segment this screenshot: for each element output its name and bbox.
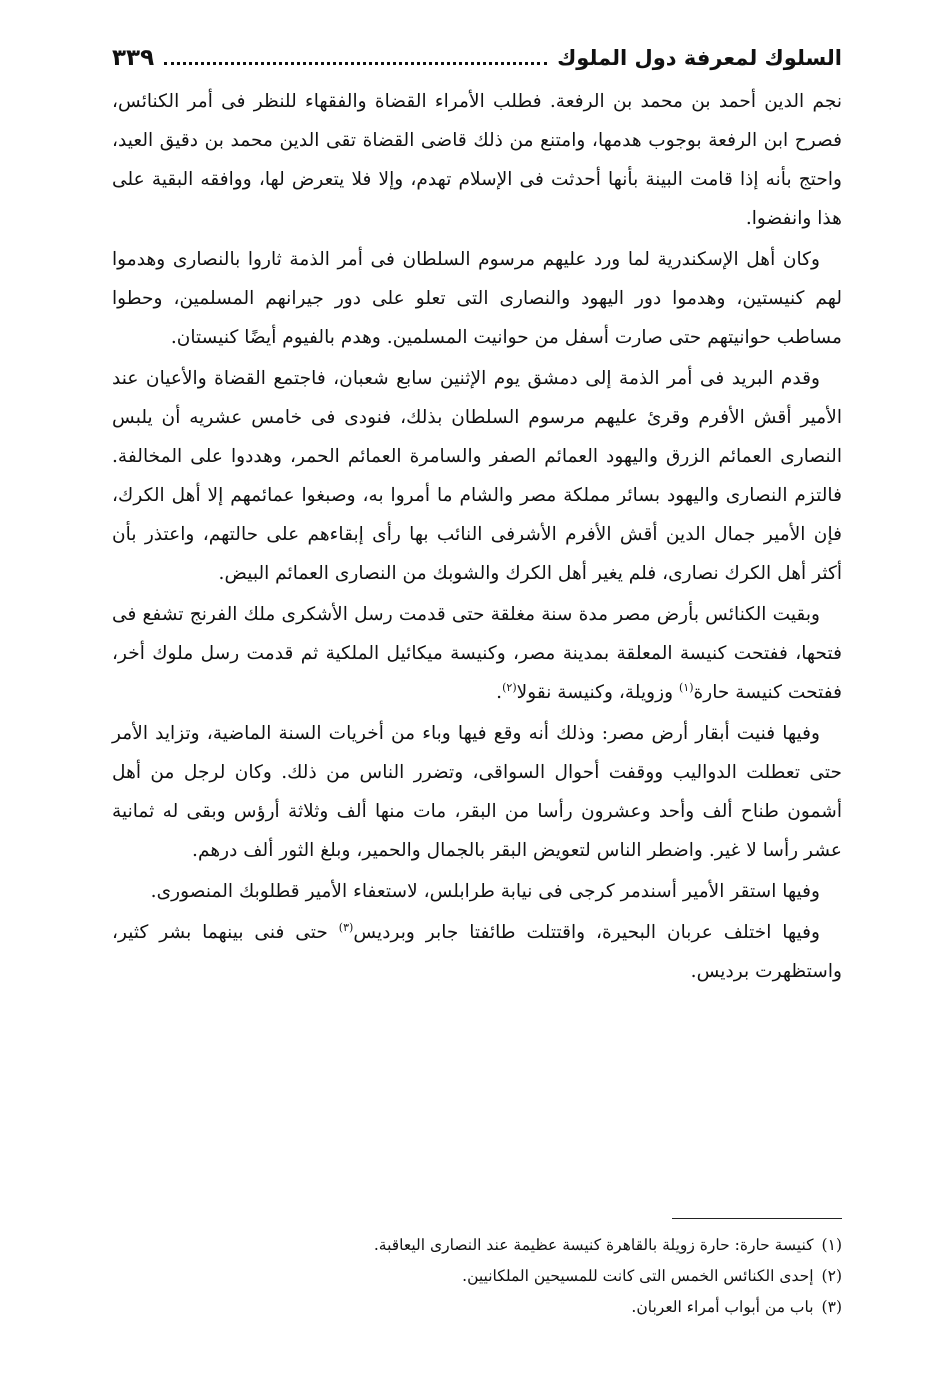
footnote-ref-2: (٢) [502, 680, 517, 694]
footnote-1 [250, 1230, 842, 1261]
footnote-3 [250, 1292, 842, 1323]
paragraph-7-end: حتى فنى بينهما بشر كثير، واستظهرت برديس. [112, 922, 842, 982]
paragraph-4 [112, 595, 842, 712]
footnote-2 [250, 1261, 842, 1292]
footnote-text: كنيسة حارة: حارة زويلة بالقاهرة كنيسة عظيمة عند النصارى اليعاقبة. [373, 1236, 814, 1254]
paragraph-1: نجم الدين أحمد بن محمد بن الرفعة. فطلب الأمراء القضاة والفقهاء للنظر فى أمر الكنائس، فصرح ابن الرفعة بوجوب هدمها، وامتنع من ذلك قاضى القضاة تقى الدين محمد بن دقيق العيد، واحتج بأنه إذا قامت البينة بأنها أحدثت فى الإسلام تهدم، وإلا فلا يتعرض لها، ووافقه البقية على هذا وانفضوا. [112, 91, 842, 229]
footnote-number: (١) [821, 1236, 842, 1254]
paragraph-2: وكان أهل الإسكندرية لما ورد عليهم مرسوم السلطان فى أمر الذمة ثاروا بالنصارى وهدموا لهم كنيستين، وهدموا دور اليهود والنصارى التى تعلو على دور جيرانهم المسلمين، وحطوا مساطب حوانيتهم حتى صارت أسفل من حوانيت المسلمين. وهدم بالفيوم أيضًا كنيستان. [112, 249, 842, 348]
paragraph-6: وفيها استقر الأمير أسندمر كرجى فى نيابة طرابلس، لاستعفاء الأمير قطلوبك المنصورى. [150, 881, 820, 902]
footnotes [250, 1230, 842, 1323]
paragraph-7 [112, 913, 842, 991]
paragraph-4-mid: وزويلة، وكنيسة نقولا [516, 682, 679, 703]
page-number: ٣٣٩ [112, 45, 155, 71]
page-header [112, 38, 842, 78]
footnote-separator [672, 1218, 842, 1219]
paragraph-4-end: . [496, 682, 503, 703]
footnote-number: (٣) [821, 1298, 842, 1316]
main-text [112, 82, 842, 993]
footnote-ref-3: (٣) [338, 920, 354, 934]
running-title: السلوك لمعرفة دول الملوك [557, 46, 842, 70]
dotted-leader [164, 62, 547, 65]
paragraph-5: وفيها فنيت أبقار أرض مصر: وذلك أنه وقع فيها وباء من أخريات السنة الماضية، وتزايد الأمر حتى تعطلت الدواليب ووقفت أحوال السواقى، وتضرر الناس من ذلك. وكان لرجل من أهل أشمون طناح ألف وأحد وعشرون رأسا من البقر، مات منها ألف وثلاثة أرؤس وبقى له ثمانية عشر رأسا لا غير. واضطر الناس لتعويض البقر بالجمال والحمير، وبلغ الثور ألف درهم. [112, 723, 842, 861]
paragraph-4-text: وبقيت الكنائس بأرض مصر مدة سنة مغلقة حتى قدمت رسل الأشكرى ملك الفرنج تشفع فى فتحها، ففتحت كنيسة المعلقة بمدينة مصر، وكنيسة ميكائيل الملكية ثم قدمت رسل ملوك أخر، ففتحت كنيسة حارة [112, 604, 842, 703]
footnote-number: (٢) [821, 1267, 842, 1285]
footnote-text: باب من أبواب أمراء العربان. [631, 1298, 814, 1316]
footnote-ref-1: (١) [678, 680, 694, 694]
paragraph-3: وقدم البريد فى أمر الذمة إلى دمشق يوم الإثنين سابع شعبان، فاجتمع القضاة والأعيان عند الأمير أقش الأفرم وقرئ عليهم مرسوم السلطان بذلك، فنودى فى خامس عشريه أن يلبس النصارى العمائم الزرق واليهود العمائم الصفر والسامرة العمائم الحمر، وهددوا على المخالفة. فالتزم النصارى واليهود بسائر مملكة مصر والشام ما أمروا به، وصبغوا عمائمهم إلا أهل الكرك، فإن الأمير جمال الدين أقش الأفرم الأشرفى النائب بها رأى إبقاءهم على حالتهم، واعتذر بأن أكثر أهل الكرك نصارى، فلم يغير أهل الكرك والشوبك من النصارى العمائم البيض. [112, 368, 842, 584]
footnote-text: إحدى الكنائس الخمس التى كانت للمسيحين الملكانيين. [462, 1267, 814, 1285]
paragraph-7-start: وفيها اختلف عربان البحيرة، واقتتلت طائفتا جابر وبرديس [353, 922, 820, 943]
